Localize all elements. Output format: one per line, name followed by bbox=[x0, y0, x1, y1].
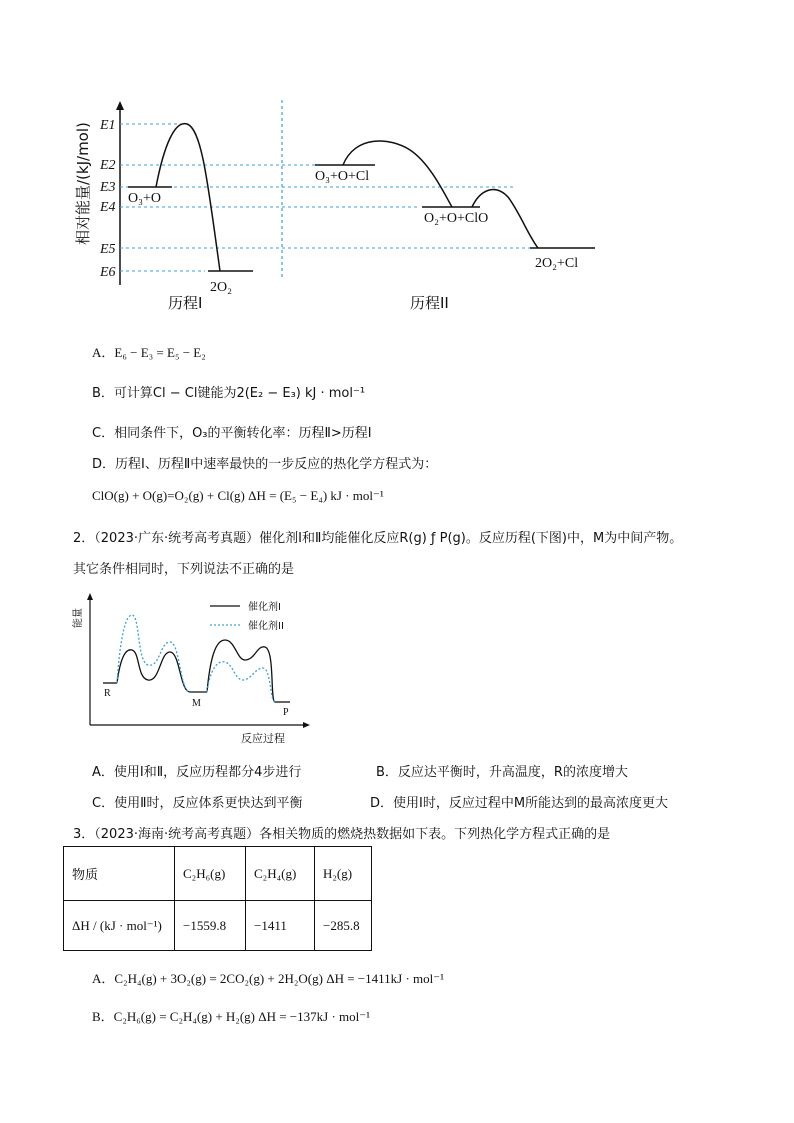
label-2o2-cl: 2O₂+Cl bbox=[535, 256, 579, 271]
label-o2-o-clo: O₂+O+ClO bbox=[424, 211, 489, 226]
curve-process-1 bbox=[156, 124, 220, 271]
y-axis-label: 相对能量/(kJ/mol) bbox=[74, 122, 92, 245]
tick-e4: E4 bbox=[100, 200, 116, 215]
header-c2h6: C₂H₆(g) bbox=[175, 847, 246, 901]
q1-option-c: C．相同条件下，O₃的平衡转化率：历程Ⅱ>历程Ⅰ bbox=[92, 426, 372, 441]
tick-e5: E5 bbox=[100, 242, 116, 257]
table-row bbox=[64, 901, 372, 951]
q3-stem: 3．（2023·海南·统考高考真题）各相关物质的燃烧热数据如下表。下列热化学方程式正确的是 bbox=[73, 827, 611, 842]
value-c2h6: −1559.8 bbox=[175, 901, 246, 951]
q1-option-a: A．E₆ − E₃ = E₅ − E₂ bbox=[92, 345, 206, 360]
tick-e2: E2 bbox=[100, 158, 116, 173]
curve-catalyst-1 bbox=[117, 640, 275, 702]
header-h2: H₂(g) bbox=[315, 847, 372, 901]
label-r: R bbox=[104, 688, 111, 699]
table-header-row bbox=[64, 847, 372, 901]
y-axis-arrow bbox=[87, 593, 93, 600]
label-o3-o: O₃+O bbox=[128, 191, 161, 206]
q2-option-b: B．反应达平衡时，升高温度，R的浓度增大 bbox=[376, 765, 628, 780]
label-process-1: 历程I bbox=[168, 294, 203, 312]
q3-option-a: A．C₂H₄(g) + 3O₂(g) = 2CO₂(g) + 2H₂O(g) ΔH = −1411kJ · mol⁻¹ bbox=[92, 971, 445, 986]
legend-label-2: 催化剂II bbox=[248, 621, 284, 632]
header-c2h4: C₂H₄(g) bbox=[246, 847, 315, 901]
q2-option-d: D．使用Ⅰ时，反应过程中M所能达到的最高浓度更大 bbox=[370, 796, 669, 811]
q1-option-d: D．历程Ⅰ、历程Ⅱ中速率最快的一步反应的热化学方程式为： bbox=[92, 457, 438, 472]
q1-option-d-equation: ClO(g) + O(g)=O₂(g) + Cl(g) ΔH = (E₅ − E₄) kJ · mol⁻¹ bbox=[92, 488, 384, 503]
q2-option-a: A．使用Ⅰ和Ⅱ，反应历程都分4步进行 bbox=[92, 765, 302, 780]
q1-option-b: B．可计算Cl − Cl键能为2(E₂ − E₃) kJ · mol⁻¹ bbox=[92, 386, 366, 401]
q2-option-c: C．使用Ⅱ时，反应体系更快达到平衡 bbox=[92, 796, 303, 811]
q3-option-b: B．C₂H₆(g) = C₂H₄(g) + H₂(g) ΔH = −137kJ · mol⁻¹ bbox=[92, 1009, 371, 1024]
label-2o2: 2O₂ bbox=[210, 280, 232, 295]
row-label-dh: ΔH / (kJ · mol⁻¹) bbox=[64, 901, 175, 951]
tick-e6: E6 bbox=[100, 265, 116, 280]
combustion-heat-table bbox=[63, 846, 372, 951]
tick-e3: E3 bbox=[100, 180, 116, 195]
energy-diagram-1 bbox=[60, 95, 620, 320]
label-p: P bbox=[283, 707, 289, 718]
value-h2: −285.8 bbox=[315, 901, 372, 951]
value-c2h4: −1411 bbox=[246, 901, 315, 951]
legend-label-1: 催化剂I bbox=[248, 602, 281, 613]
tick-e1: E1 bbox=[100, 118, 116, 133]
q2-stem-line1: 2．（2023·广东·统考高考真题）催化剂Ⅰ和Ⅱ均能催化反应R(g) ƒ P(g)。反应历程(下图)中，M为中间产物。 bbox=[73, 531, 683, 546]
y-axis-arrow bbox=[116, 101, 124, 110]
q2-stem-line2: 其它条件相同时，下列说法不正确的是 bbox=[73, 562, 295, 577]
label-o3-o-cl: O₃+O+Cl bbox=[315, 169, 370, 184]
header-substance: 物质 bbox=[64, 847, 175, 901]
y-axis-label: 能量 bbox=[73, 608, 84, 628]
energy-diagram-2 bbox=[65, 590, 315, 750]
label-m: M bbox=[192, 698, 201, 709]
x-axis-label: 反应过程 bbox=[241, 732, 285, 745]
x-axis-arrow bbox=[303, 722, 310, 728]
label-process-2: 历程II bbox=[410, 294, 449, 312]
